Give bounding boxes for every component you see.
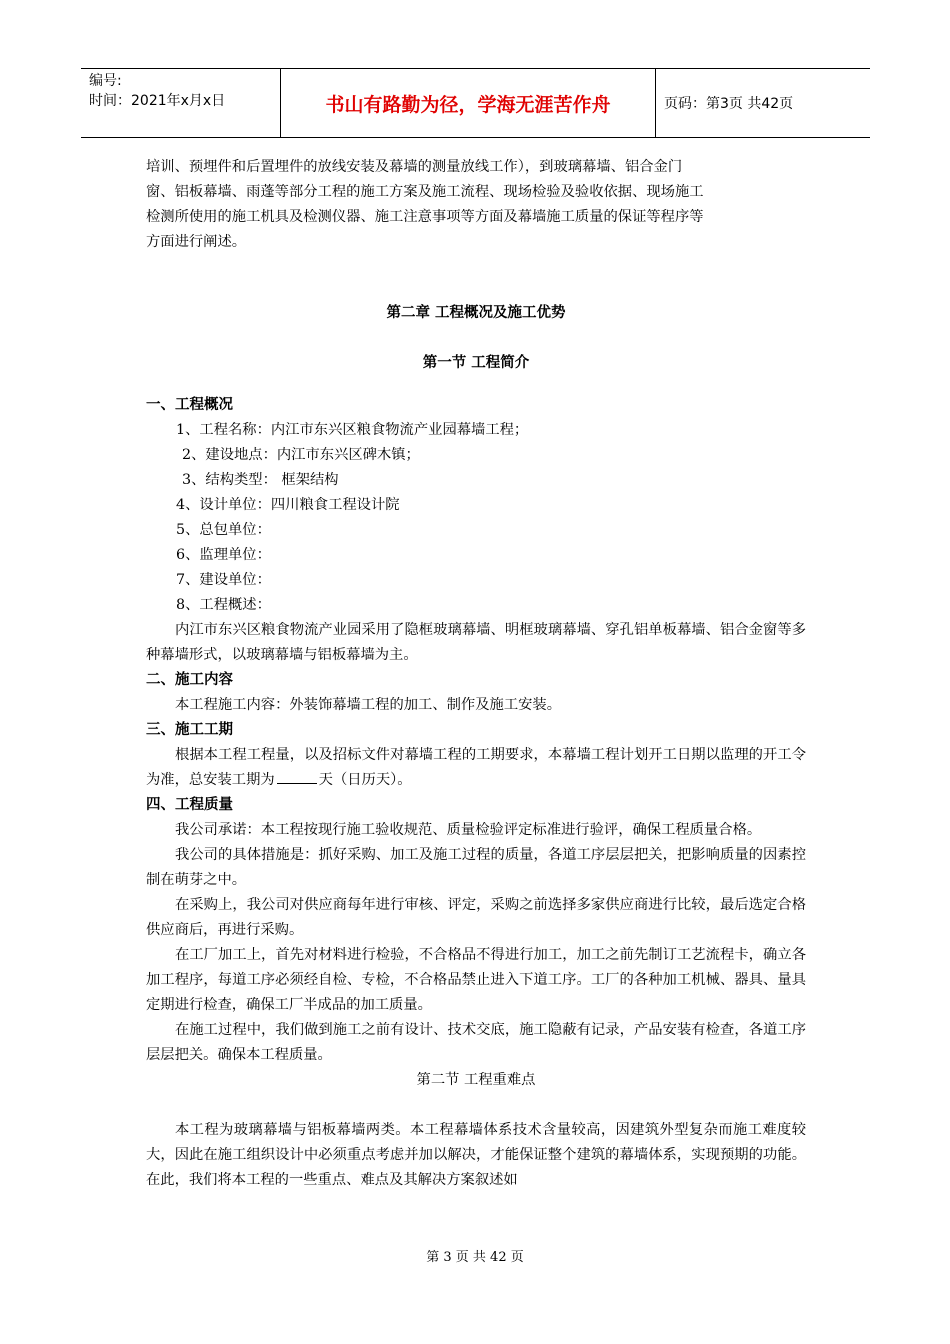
construction-content-paragraph: 本工程施工内容：外装饰幕墙工程的加工、制作及施工安装。 — [175, 697, 562, 713]
doc-number-label: 编号: — [89, 73, 122, 89]
chapter-title: 第二章 工程概况及施工优势 — [386, 305, 566, 321]
page-header — [81, 68, 870, 138]
heading-construction-content: 二、施工内容 — [146, 672, 233, 688]
page-footer: 第 3 页 共 42 页 — [426, 1250, 524, 1265]
list-item: 6、监理单位： — [176, 547, 271, 563]
quality-paragraph: 在采购上，我公司对供应商每年进行审核、评定，采购之前选择多家供应商进行比较，最后选定合格供应商后，再进行采购。 — [146, 897, 806, 938]
document-body — [146, 155, 806, 1193]
schedule-text: 根据本工程工程量，以及招标文件对幕墙工程的工期要求，本幕墙工程计划开工日期以监理的开工令为准，总安装工期为 — [146, 747, 806, 788]
list-item: 8、工程概述： — [176, 597, 271, 613]
section-title: 第一节 工程简介 — [422, 355, 530, 371]
difficulty-paragraph: 本工程为玻璃幕墙与铝板幕墙两类。本工程幕墙体系技术含量较高，因建筑外型复杂而施工难度较大，因此在施工组织设计中必须重点考虑并加以解决，才能保证整个建筑的幕墙体系，实现预期的功能。在此，我们将本工程的一些重点、难点及其解决方案叙述如 — [146, 1122, 806, 1188]
list-item: 5、总包单位： — [176, 522, 271, 538]
intro-line: 窗、铝板幕墙、雨蓬等部分工程的施工方案及施工流程、现场检验及验收依据、现场施工 — [146, 184, 704, 200]
header-motto: 书山有路勤为径，学海无涯苦作舟 — [281, 69, 656, 137]
header-meta — [81, 69, 281, 137]
schedule-text-end: 天（日历天）。 — [318, 772, 412, 788]
intro-line: 培训、预埋件和后置埋件的放线安装及幕墙的测量放线工作），到玻璃幕墙、铝合金门 — [146, 159, 683, 175]
quality-paragraph: 我公司承诺：本工程按现行施工验收规范、质量检验评定标准进行验评，确保工程质量合格。 — [175, 822, 762, 838]
blank-days-field — [277, 769, 317, 784]
quality-paragraph: 在施工过程中，我们做到施工之前有设计、技术交底，施工隐蔽有记录，产品安装有检查，各道工序层层把关。确保本工程质量。 — [146, 1022, 806, 1063]
quality-paragraph: 我公司的具体措施是：抓好采购、加工及施工过程的质量，各道工序层层把关，把影响质量的因素控制在萌芽之中。 — [146, 847, 806, 888]
section-title-2: 第二节 工程重难点 — [416, 1072, 536, 1088]
list-item: 2、建设地点：内江市东兴区碑木镇； — [182, 447, 420, 463]
schedule-paragraph — [146, 743, 806, 793]
heading-quality: 四、工程质量 — [146, 797, 233, 813]
heading-schedule: 三、施工工期 — [146, 722, 233, 738]
list-item: 3、结构类型： 框架结构 — [182, 472, 339, 488]
intro-line: 方面进行阐述。 — [146, 234, 247, 250]
header-page-label: 页码：第3页 共42页 — [664, 96, 794, 112]
intro-line: 检测所使用的施工机具及检测仪器、施工注意事项等方面及幕墙施工质量的保证等程序等 — [146, 209, 704, 225]
date-label: 时间：2021年x月x日 — [89, 93, 226, 109]
list-item: 7、建设单位： — [176, 572, 271, 588]
overview-paragraph: 内江市东兴区粮食物流产业园采用了隐框玻璃幕墙、明框玻璃幕墙、穿孔铝单板幕墙、铝合金窗等多种幕墙形式，以玻璃幕墙与铝板幕墙为主。 — [146, 622, 806, 663]
list-item: 4、设计单位：四川粮食工程设计院 — [176, 497, 400, 513]
quality-paragraph: 在工厂加工上，首先对材料进行检验，不合格品不得进行加工，加工之前先制订工艺流程卡，确立各加工程序，每道工序必须经自检、专检，不合格品禁止进入下道工序。工厂的各种加工机械、器具、量具定期进行检查，确保工厂半成品的加工质量。 — [146, 947, 806, 1013]
heading-overview: 一、工程概况 — [146, 397, 233, 413]
list-item: 1、工程名称：内江市东兴区粮食物流产业园幕墙工程； — [176, 422, 529, 438]
